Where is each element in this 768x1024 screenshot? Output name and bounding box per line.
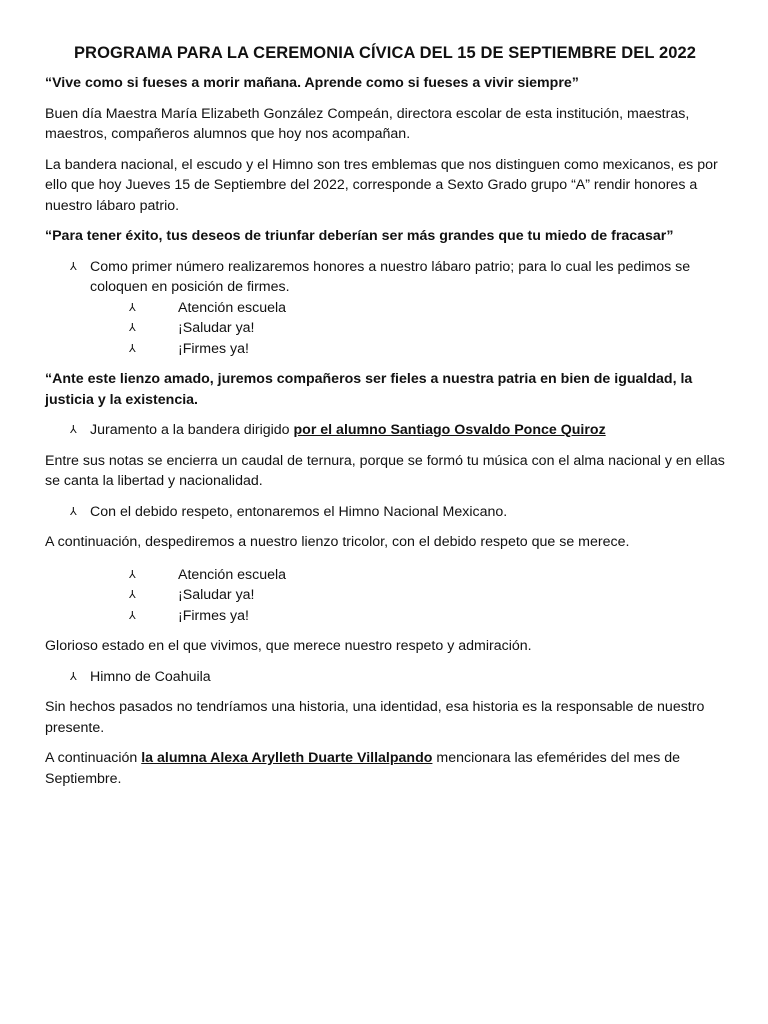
commands-list-1 bbox=[45, 298, 725, 360]
commands-list-2 bbox=[45, 565, 725, 627]
himno-coahuila-text: Himno de Coahuila bbox=[90, 668, 211, 685]
quote-1: “Vive como si fueses a morir mañana. Aprende como si fueses a vivir siempre” bbox=[45, 75, 579, 91]
command-text: ¡Firmes ya! bbox=[178, 340, 249, 357]
list-item-command bbox=[45, 565, 725, 586]
glorioso-paragraph: Glorioso estado en el que vivimos, que merece nuestro respeto y admiración. bbox=[45, 638, 532, 654]
juramento-student-name: por el alumno Santiago Osvaldo Ponce Quiroz bbox=[293, 422, 606, 438]
list-item-himno-nacional bbox=[45, 502, 725, 523]
quote-3: “Ante este lienzo amado, juremos compañeros ser fieles a nuestra patria en bien de igualdad, la justicia y la existencia. bbox=[45, 371, 693, 408]
document-title: PROGRAMA PARA LA CEREMONIA CÍVICA DEL 15 DE SEPTIEMBRE DEL 2022 bbox=[73, 44, 697, 62]
bullet-icon: ⅄ bbox=[129, 568, 136, 581]
bullet-icon: ⅄ bbox=[129, 589, 136, 601]
list-item-command bbox=[45, 339, 725, 360]
bullet-icon: ⅄ bbox=[129, 322, 136, 334]
efemerides-student-name: la alumna Alexa Arylleth Duarte Villalpando bbox=[141, 750, 433, 766]
list-item-command bbox=[45, 298, 725, 319]
notas-paragraph: Entre sus notas se encierra un caudal de ternura, porque se formó tu música con el alma nacional y en ellas se canta la libertad y nacionalidad. bbox=[45, 452, 725, 489]
list-item-honores bbox=[45, 257, 725, 298]
command-text: ¡Firmes ya! bbox=[178, 607, 249, 624]
bullet-icon: ⅄ bbox=[70, 424, 77, 436]
efemerides-paragraph bbox=[45, 748, 725, 789]
efemerides-post-text: mencionara las efemérides del mes de Septiembre. bbox=[45, 750, 681, 787]
bullet-icon: ⅄ bbox=[129, 342, 136, 355]
historia-paragraph: Sin hechos pasados no tendríamos una historia, una identidad, esa historia es la responsable de nuestro presente. bbox=[45, 699, 705, 736]
command-text: ¡Saludar ya! bbox=[178, 320, 255, 336]
document-page bbox=[45, 44, 725, 799]
himno-coahuila-list bbox=[45, 667, 725, 688]
efemerides-pre-text: A continuación bbox=[45, 750, 142, 766]
bullet-icon: ⅄ bbox=[129, 609, 136, 622]
greeting-paragraph: Buen día Maestra María Elizabeth González Compeán, directora escolar de esta institución, maestras, maestros, compañeros alumnos que hoy nos acompañan. bbox=[45, 105, 690, 142]
list-item-juramento bbox=[45, 420, 725, 441]
himno-nacional-text: Con el debido respeto, entonaremos el Himno Nacional Mexicano. bbox=[90, 503, 508, 520]
list-item-command bbox=[45, 318, 725, 339]
quote-2: “Para tener éxito, tus deseos de triunfar deberían ser más grandes que tu miedo de fracasar” bbox=[45, 228, 674, 244]
bullet-icon: ⅄ bbox=[70, 260, 77, 273]
honores-list bbox=[45, 257, 725, 298]
command-text: ¡Saludar ya! bbox=[178, 587, 255, 603]
juramento-list bbox=[45, 420, 725, 441]
bullet-icon: ⅄ bbox=[129, 301, 136, 314]
juramento-text: Juramento a la bandera dirigido bbox=[90, 422, 294, 438]
despedida-paragraph: A continuación, despediremos a nuestro lienzo tricolor, con el debido respeto que se merece. bbox=[45, 534, 630, 550]
list-item-command bbox=[45, 606, 725, 627]
command-text: Atención escuela bbox=[178, 299, 287, 316]
command-text: Atención escuela bbox=[178, 566, 287, 583]
list-item-himno-coahuila bbox=[45, 667, 725, 688]
bullet-icon: ⅄ bbox=[70, 505, 77, 518]
bullet-icon: ⅄ bbox=[70, 670, 77, 683]
list-item-command bbox=[45, 585, 725, 606]
himno-nacional-list bbox=[45, 502, 725, 523]
honores-text: Como primer número realizaremos honores a nuestro lábaro patrio; para lo cual les pedimos se coloquen en posición de firmes. bbox=[90, 258, 691, 295]
emblems-paragraph: La bandera nacional, el escudo y el Himno son tres emblemas que nos distinguen como mexicanos, es por ello que hoy Jueves 15 de Septiembre del 2022, corresponde a Sexto Grado grupo “A” rendir honores a nuestro lábaro patrio. bbox=[45, 156, 718, 214]
